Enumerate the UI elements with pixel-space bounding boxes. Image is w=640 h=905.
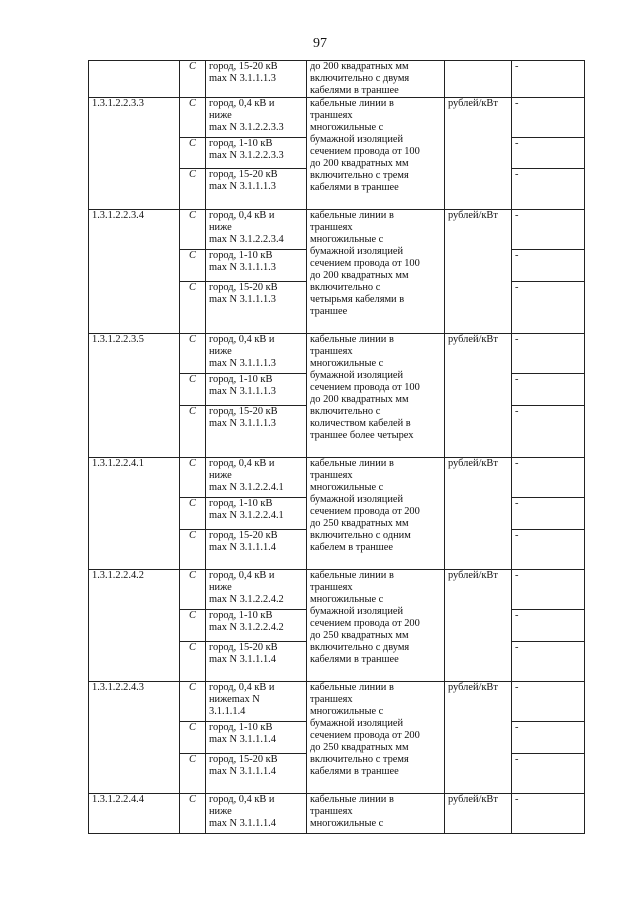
value-cell: -	[512, 610, 585, 642]
voltage-cell: город, 15-20 кВ max N 3.1.1.1.4	[206, 754, 307, 794]
table-row	[89, 210, 585, 250]
category-cell: C	[180, 682, 206, 722]
category-cell: C	[180, 754, 206, 794]
code-cell: 1.3.1.2.2.3.5	[89, 334, 180, 458]
value-cell: -	[512, 250, 585, 282]
page-number: 97	[313, 36, 327, 51]
category-cell: C	[180, 210, 206, 250]
category-cell: C	[180, 334, 206, 374]
category-cell: C	[180, 458, 206, 498]
category-cell: C	[180, 282, 206, 334]
voltage-cell: город, 0,4 кВ и ниже max N 3.1.2.2.3.3	[206, 98, 307, 138]
category-cell: C	[180, 570, 206, 610]
unit-cell: рублей/кВт	[445, 210, 512, 334]
description-cell: кабельные линии в траншеях многожильные с бумажной изоляцией сечением провода от 100 до 200 квадратных мм включительно с тремя кабелями в траншее	[307, 98, 445, 210]
category-cell: C	[180, 169, 206, 210]
value-cell: -	[512, 570, 585, 610]
value-cell: -	[512, 530, 585, 570]
voltage-cell: город, 1-10 кВ max N 3.1.1.1.3	[206, 374, 307, 406]
code-cell: 1.3.1.2.2.3.3	[89, 98, 180, 210]
value-cell: -	[512, 61, 585, 98]
value-cell: -	[512, 406, 585, 458]
table-row	[89, 334, 585, 374]
unit-cell: рублей/кВт	[445, 794, 512, 834]
category-cell: C	[180, 610, 206, 642]
category-cell: C	[180, 250, 206, 282]
description-cell: кабельные линии в траншеях многожильные с бумажной изоляцией сечением провода от 100 до 200 квадратных мм включительно с четырьмя кабелями в траншее	[307, 210, 445, 334]
value-cell: -	[512, 210, 585, 250]
category-cell: C	[180, 530, 206, 570]
value-cell: -	[512, 138, 585, 169]
value-cell: -	[512, 458, 585, 498]
voltage-cell: город, 0,4 кВ и ниже max N 3.1.1.1.4	[206, 794, 307, 834]
voltage-cell: город, 1-10 кВ max N 3.1.2.2.3.3	[206, 138, 307, 169]
unit-cell: рублей/кВт	[445, 458, 512, 570]
voltage-cell: город, 15-20 кВ max N 3.1.1.1.3	[206, 406, 307, 458]
code-cell: 1.3.1.2.2.4.4	[89, 794, 180, 834]
voltage-cell: город, 1-10 кВ max N 3.1.2.2.4.1	[206, 498, 307, 530]
category-cell: C	[180, 61, 206, 98]
unit-cell	[445, 61, 512, 98]
table-row	[89, 98, 585, 138]
value-cell: -	[512, 642, 585, 682]
category-cell: C	[180, 98, 206, 138]
voltage-cell: город, 0,4 кВ и нижеmax N 3.1.1.1.4	[206, 682, 307, 722]
voltage-cell: город, 15-20 кВ max N 3.1.1.1.4	[206, 642, 307, 682]
voltage-cell: город, 1-10 кВ max N 3.1.2.2.4.2	[206, 610, 307, 642]
category-cell: C	[180, 498, 206, 530]
value-cell: -	[512, 754, 585, 794]
table-row	[89, 61, 585, 98]
value-cell: -	[512, 794, 585, 834]
code-cell: 1.3.1.2.2.3.4	[89, 210, 180, 334]
voltage-cell: город, 0,4 кВ и ниже max N 3.1.2.2.4.1	[206, 458, 307, 498]
code-cell	[89, 61, 180, 98]
value-cell: -	[512, 282, 585, 334]
code-cell: 1.3.1.2.2.4.3	[89, 682, 180, 794]
category-cell: C	[180, 642, 206, 682]
table-row	[89, 458, 585, 498]
voltage-cell: город, 15-20 кВ max N 3.1.1.1.3	[206, 282, 307, 334]
voltage-cell: город, 15-20 кВ max N 3.1.1.1.3	[206, 61, 307, 98]
tariff-table	[88, 60, 585, 834]
voltage-cell: город, 0,4 кВ и ниже max N 3.1.1.1.3	[206, 334, 307, 374]
description-cell: кабельные линии в траншеях многожильные с бумажной изоляцией сечением провода от 200 до 250 квадратных мм включительно с двумя кабелями в траншее	[307, 570, 445, 682]
description-cell: кабельные линии в траншеях многожильные с бумажной изоляцией сечением провода от 100 до 200 квадратных мм включительно с количеством кабелей в траншее более четырех	[307, 334, 445, 458]
voltage-cell: город, 0,4 кВ и ниже max N 3.1.2.2.3.4	[206, 210, 307, 250]
category-cell: C	[180, 138, 206, 169]
value-cell: -	[512, 98, 585, 138]
value-cell: -	[512, 169, 585, 210]
table-row	[89, 570, 585, 610]
table-row	[89, 794, 585, 834]
category-cell: C	[180, 722, 206, 754]
voltage-cell: город, 1-10 кВ max N 3.1.1.1.3	[206, 250, 307, 282]
value-cell: -	[512, 374, 585, 406]
code-cell: 1.3.1.2.2.4.1	[89, 458, 180, 570]
description-cell: кабельные линии в траншеях многожильные с бумажной изоляцией сечением провода от 200 до 250 квадратных мм включительно с одним кабелем в траншее	[307, 458, 445, 570]
voltage-cell: город, 1-10 кВ max N 3.1.1.1.4	[206, 722, 307, 754]
category-cell: C	[180, 406, 206, 458]
description-cell: до 200 квадратных мм включительно с двумя кабелями в траншее	[307, 61, 445, 98]
value-cell: -	[512, 334, 585, 374]
code-cell: 1.3.1.2.2.4.2	[89, 570, 180, 682]
unit-cell: рублей/кВт	[445, 682, 512, 794]
description-cell: кабельные линии в траншеях многожильные с	[307, 794, 445, 834]
category-cell: C	[180, 374, 206, 406]
unit-cell: рублей/кВт	[445, 334, 512, 458]
value-cell: -	[512, 682, 585, 722]
category-cell: C	[180, 794, 206, 834]
voltage-cell: город, 0,4 кВ и ниже max N 3.1.2.2.4.2	[206, 570, 307, 610]
value-cell: -	[512, 722, 585, 754]
unit-cell: рублей/кВт	[445, 98, 512, 210]
table-row	[89, 682, 585, 722]
description-cell: кабельные линии в траншеях многожильные с бумажной изоляцией сечением провода от 200 до 250 квадратных мм включительно с тремя кабелями в траншее	[307, 682, 445, 794]
voltage-cell: город, 15-20 кВ max N 3.1.1.1.3	[206, 169, 307, 210]
voltage-cell: город, 15-20 кВ max N 3.1.1.1.4	[206, 530, 307, 570]
value-cell: -	[512, 498, 585, 530]
unit-cell: рублей/кВт	[445, 570, 512, 682]
